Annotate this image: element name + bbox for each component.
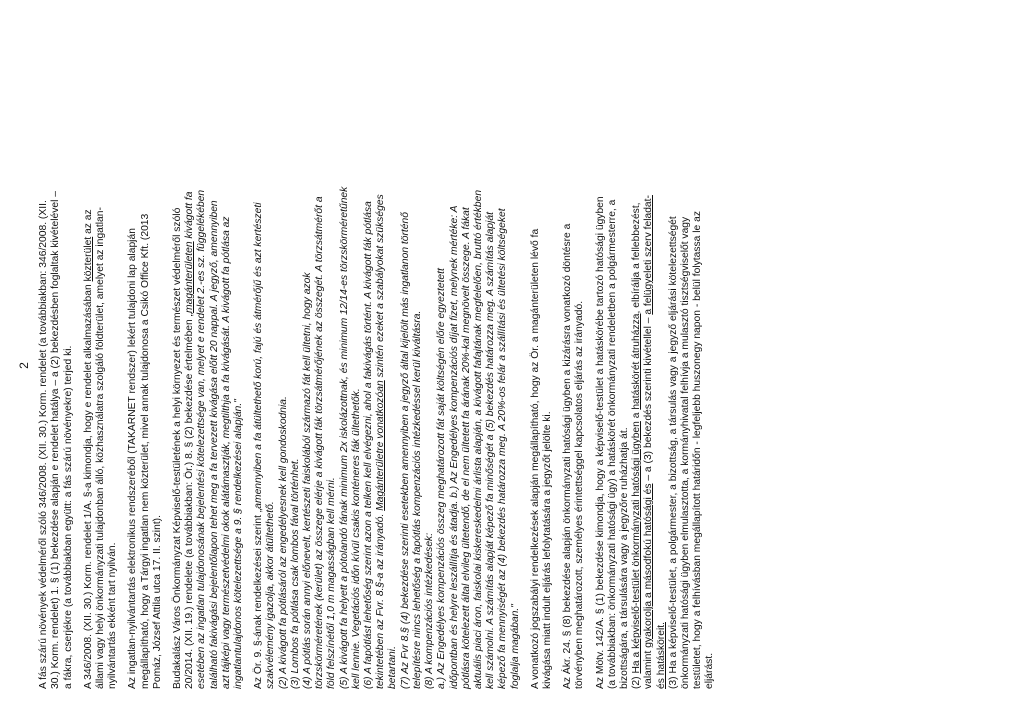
text-line: törvényben meghatározott, személyes érintettséggel kapcsolatos eljárás az irányadó. <box>574 300 586 689</box>
text-line: A fás szárú növények védelméről szóló 346/2008. (XII. 30.) Korm. rendelet (a továbbiakban: 346/2008. (XII. <box>38 200 50 689</box>
text-line <box>375 42 387 689</box>
underlined-term: Ha a képviselő-testület önkormányzati hatósági ügyben <box>631 421 643 674</box>
text-run: – a (3) bekezdés szerinti kivétellel – <box>643 314 655 484</box>
text-line: (a továbbiakban: önkormányzati hatósági ügy) a hatáskörét önkormányzati rendeletben a polgármesterre, a <box>606 199 618 689</box>
paragraph-conclusion <box>530 42 554 689</box>
text-line: (8) A kompenzációs intézkedések: <box>424 532 436 689</box>
text-line: ingatlantulajdonos kötelezettsége a 9. § rendelkezései alapján." <box>233 399 245 689</box>
text-line: (7) Az Fvr 8.§ (4) bekezdése szerinti esetekben amennyiben a jegyző által kijelölt más ingatlanon történő <box>399 212 411 689</box>
text-line: bizottságára, a társulására vagy a jegyzőre ruházhatja át. <box>618 427 630 689</box>
text-line: Az Mötv. 142/A. § (1) bekezdése kimondja, hogy a képviselő-testület a hatáskörébe tartozó hatósági ügyben <box>594 196 606 689</box>
text-line: A vonatkozó jogszabályi rendelkezések alapján megállapítható, hogy az Ör. a magánterületen lévő fa <box>529 228 541 689</box>
paragraph-motv <box>595 42 717 689</box>
text-line: kivágása miatt indult eljárás lefolytatására a jegyzőt jelölte ki. <box>541 411 553 689</box>
text-line <box>83 42 95 689</box>
text-line: aktuális piaci áron, faiskolai kiskereskedelmi árlista alapján, a kivágott fafajtának megfelelően, bruttó értékben <box>472 189 484 689</box>
text-line: időpontban és helyre leszállítja és átadja. b.) Az Engedélyes kompenzációs díjat fizet, melynek mértéke: A <box>448 205 460 689</box>
text-line: (5) A kivágott fa helyett a pótolandó fának minimum 2x iskolázottnak, és minimum 12/14-es törzskörméretűnek <box>338 186 350 689</box>
text-line: betartani. <box>387 646 399 689</box>
text-run: , elbírálja a fellebbezést, <box>631 202 643 314</box>
text-line: önkormányzati hatósági ügyben elmulasztotta, a kormányhivatal felhívja a mulasztó tisztségviselőt vagy <box>679 216 691 689</box>
underlined-term: gyakorolja a másodfokú hatósági és <box>643 483 655 648</box>
text-run: szintén ezeket a szabályokat szükséges <box>375 194 387 381</box>
page-number: 2 <box>17 362 31 369</box>
text-run: valamint <box>643 647 655 689</box>
paragraph-public-area <box>83 42 120 689</box>
text-line: (2) A kivágott fa pótlásáról az engedélyesnek kell gondoskodnia. <box>277 396 289 689</box>
text-line: megállapítható, hogy a Tárgyi ingatlan nem közterület, mivel annak tulajdonosa a Csikó Office Kft. (2013 <box>139 213 151 689</box>
text-line: képező fa mennyiségét az (4) bekezdés határozza meg. A 20%-os felár a szállítási és ültetési költségeket <box>497 208 509 689</box>
text-line: kell lennie. Vegetációs időn kívül csakis konténeres fák ültethetők. <box>350 388 362 689</box>
text-line: 30.) Korm. rendelet) 1. § (1) bekezdése alapján e rendelet hatálya – a (2) bekezdésben foglaltak kivételével – <box>50 191 62 689</box>
text-line: pótlásra kötelezett által elvileg ültetendő, de el nem ültetett fa árának 20%-kal megnövelt összege. A fákat <box>460 207 472 689</box>
text-line <box>643 42 655 689</box>
paragraph-land-registry <box>127 42 164 689</box>
text-run: Az Ör. 9. §-ának rendelkezései szerint „ <box>253 508 265 689</box>
text-line: állami vagy helyi önkormányzati tulajdonban álló, közhasználatra szolgáló földterület, amelyet az ingatlan- <box>95 207 107 689</box>
text-line: esetében az ingatlan tulajdonosának bejelentési kötelezettsége van, melyet e rendelet 2.-es sz. függelékében <box>196 189 208 689</box>
text-run: amennyiben a fa átültethető korú, fajú és átmérőjű és azt kertészeti <box>253 202 265 509</box>
text-line: nyilvántartás ekként tart nyilván. <box>107 542 119 689</box>
text-line: Pomáz, József Attila utca 17. II. szint). <box>151 515 163 689</box>
text-line: kell számolni. A számítás alapját képező fa minőségét a (5) bekezdés határozza meg. A számítás alapját <box>485 212 497 689</box>
text-run: a <box>631 409 643 422</box>
text-line <box>631 42 643 689</box>
underlined-term: magánterületen <box>184 241 196 313</box>
paragraph-akr <box>562 42 586 689</box>
text-line: (3) Ha a képviselő-testület, a polgármester, a bizottság, a társulás vagy a jegyző eljárási kötelezettségét <box>667 216 679 689</box>
text-line: (4) A pótlás során annyi előnevelt, kertészeti faiskolából származó fát kell ültetni, hogy azok <box>302 272 314 689</box>
underlined-term: Magánterületre vonatkozóan <box>375 380 387 511</box>
text-line: föld felszínétől 1,0 m magasságban kell mérni. <box>326 477 338 689</box>
underlined-term: közterület <box>82 236 94 282</box>
text-run: az az <box>82 209 94 237</box>
underlined-term: hatáskörét átruházza <box>631 313 643 410</box>
text-line: Az Ákr. 24. § (8) bekezdése alapján önkormányzati hatósági ügyben a kizárásra vonatkozó döntésre a <box>562 223 574 689</box>
text-line: testületet, hogy a felhívásban megállapított határidőn - legfeljebb huszonegy napon - belül folytassa le az <box>692 211 704 689</box>
text-line: a fákra, cserjékre (a továbbiakban együtt: a fás szárú növényekre) terjed ki. <box>62 345 74 689</box>
text-run: A 346/2008. (XII. 30.) Korm. rendelet 1/A. §-a kimondja, hogy e rendelet alkalmazásában <box>82 281 94 689</box>
text-run: (2) <box>631 673 643 689</box>
text-line: és hatásköreit. <box>655 622 667 689</box>
text-line: Az ingatlan-nyilvántartás elektronikus rendszeréből (TAKARNET rendszer) lekért tulajdoni lap alapján <box>127 228 139 689</box>
paragraph-local-decree <box>172 42 245 689</box>
text-line: található fakivágási bejelentőlapon tehet meg a fa tervezett kivágása előtt 20 nappal. A jegyző, amennyiben <box>208 200 220 689</box>
text-run: tekintetében az Fvr. 8.§-a az irányadó. <box>375 510 387 689</box>
text-line: telepítésre nincs lehetőség a fapótlás kompenzációs intézkedéssel kerül kiváltásra. <box>411 310 423 689</box>
text-line: eljárást. <box>704 652 716 689</box>
text-line: törzskörméretének (kerület) az összege elérje a kivágott fák törzsátmérőjének az összegét. A törzsátmérőt a <box>314 196 326 689</box>
text-line: szakvélemény igazolja, akkor átültethető. <box>265 501 277 689</box>
text-line: Budakalász Város Önkormányzat Képviselő-testületének a helyi környezet és természet védelméről szóló <box>172 207 184 689</box>
text-line: a.) Az Engedélyes kompenzációs összeg meghatározott fát saját költségén előre egyeztetett <box>436 268 448 689</box>
paragraph-scope <box>38 42 75 689</box>
text-line <box>253 42 265 689</box>
text-line: foglalja magában." <box>509 604 521 689</box>
text-run: kivágott fa <box>184 191 196 242</box>
text-line: azt tájképi vagy természetvédelmi okok alátámasztják, megtilthja a fa kivágását. A kivágott fa pótlása az <box>220 216 232 689</box>
text-line: (6) A fapótlást lehetőség szerint azon a telken kell elvégezni, ahol a fakivágás történt. A kivágott fák pótlása <box>363 201 375 689</box>
text-line: (3) Lombos fa pótlása csak lombos fával történhet. <box>289 458 301 689</box>
text-line <box>184 42 196 689</box>
text-run: 20/2014. (XII. 19.) rendelete (a továbbiakban: Ör.) 8. § (2) bekezdése értelmében „ <box>184 312 196 689</box>
paragraph-replacement-rules <box>253 42 521 689</box>
underlined-term: a felügyeleti szerv feladat- <box>643 195 655 315</box>
